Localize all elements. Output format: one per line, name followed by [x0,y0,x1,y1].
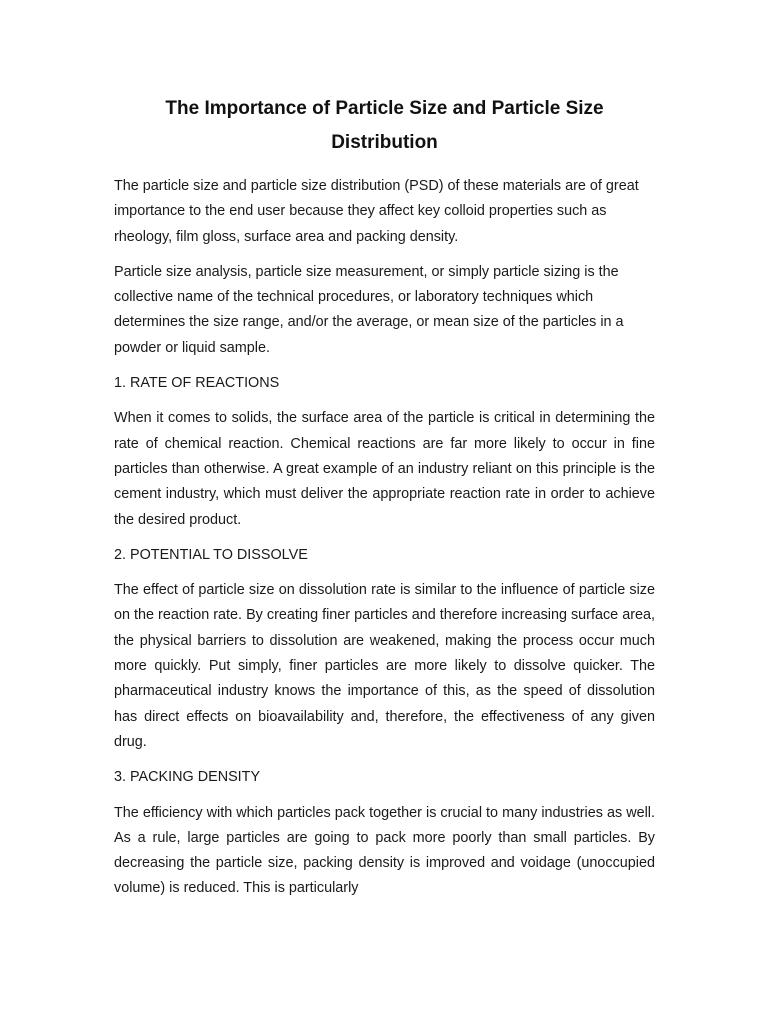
section-heading-potential-to-dissolve: 2. POTENTIAL TO DISSOLVE [114,546,308,563]
document-body [114,92,655,902]
section-body-packing-density: The efficiency with which particles pack together is crucial to many industries as well. As a rule, large particles are going to pack more poorly than small particles. By decreasing the particle size, packing density is improved and voidage (unoccupied volume) is reduced. This is particularly [114,804,655,897]
section-body-rate-of-reactions: When it comes to solids, the surface area of the particle is critical in determining the rate of chemical reaction. Chemical reactions are far more likely to occur in fine particles than otherwise. A great example of an industry reliant on this principle is the cement industry, which must deliver the appropriate reaction rate in order to achieve the desired product. [114,410,655,528]
analysis-paragraph: Particle size analysis, particle size measurement, or simply particle sizing is the collective name of the technical procedures, or laboratory techniques which determines the size range, and/or the average, or mean size of the particles in a powder or liquid sample. [114,263,624,356]
section-heading-rate-of-reactions: 1. RATE OF REACTIONS [114,375,280,392]
intro-paragraph: The particle size and particle size distribution (PSD) of these materials are of great importance to the end user because they affect key colloid properties such as rheology, film gloss, surface area and packing density. [114,178,639,245]
document-title: The Importance of Particle Size and Particle Size Distribution [165,98,604,153]
section-heading-packing-density: 3. PACKING DENSITY [114,769,261,786]
section-body-potential-to-dissolve: The effect of particle size on dissolution rate is similar to the influence of particle size on the reaction rate. By creating finer particles and therefore increasing surface area, the physical barriers to dissolution are weakened, making the process occur much more quickly. Put simply, finer particles are more likely to dissolve quicker. The pharmaceutical industry knows the importance of this, as the speed of dissolution has direct effects on bioavailability and, therefore, the effectiveness of any given drug. [114,582,655,750]
